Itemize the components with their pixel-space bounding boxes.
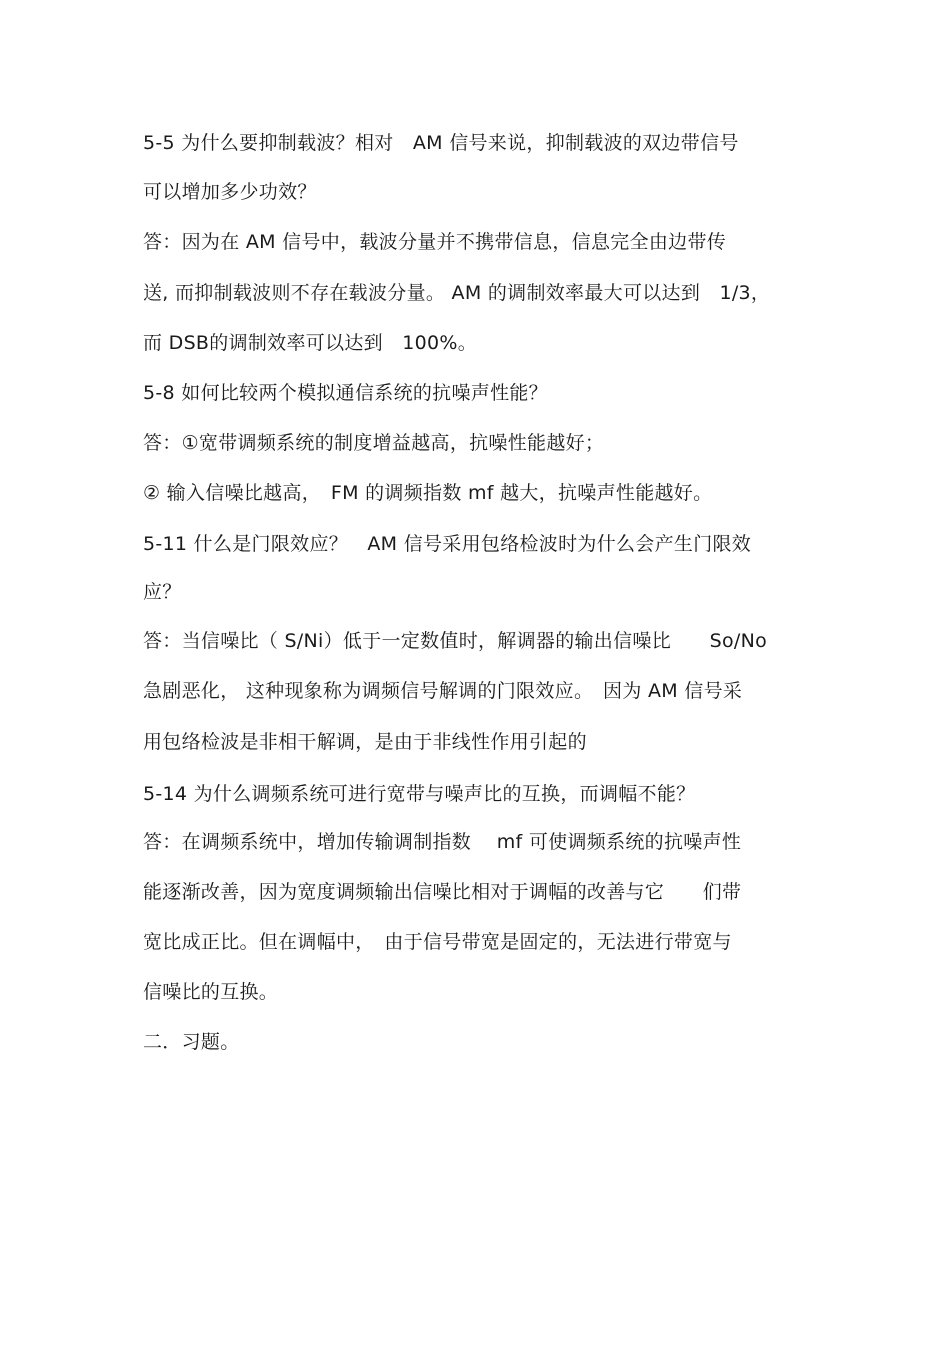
answer-5-14-line-3: 宽比成正比。但在调幅中， 由于信号带宽是固定的，无法进行带宽与 <box>143 931 732 953</box>
answer-5-14-line-4: 信噪比的互换。 <box>143 981 279 1003</box>
answer-5-14-line-2: 能逐渐改善，因为宽度调频输出信噪比相对于调幅的改善与它 们带 <box>143 881 742 903</box>
question-5-14: 5-14 为什么调频系统可进行宽带与噪声比的互换，而调幅不能？ <box>143 783 696 805</box>
answer-5-8-line-2: ② 输入信噪比越高， FM 的调频指数 mf 越大，抗噪声性能越好。 <box>143 482 713 504</box>
question-5-11-line-1: 5-11 什么是门限效应？ AM 信号采用包络检波时为什么会产生门限效 <box>143 533 752 555</box>
answer-5-5-line-3: 而 DSB的调制效率可以达到 100%。 <box>143 332 478 354</box>
answer-5-8-line-1: 答：①宽带调频系统的制度增益越高，抗噪性能越好； <box>143 432 605 454</box>
question-5-5-line-2: 可以增加多少功效？ <box>143 181 317 203</box>
question-5-11-line-2: 应？ <box>143 581 182 603</box>
answer-5-5-line-1: 答：因为在 AM 信号中，载波分量并不携带信息，信息完全由边带传 <box>143 231 727 253</box>
answer-5-11-line-1: 答：当信噪比（ S/Ni）低于一定数值时，解调器的输出信噪比 So/No <box>143 630 768 652</box>
answer-5-14-line-1: 答：在调频系统中，增加传输调制指数 mf 可使调频系统的抗噪声性 <box>143 831 742 853</box>
answer-5-5-line-2: 送, 而抑制载波则不存在载波分量。 AM 的调制效率最大可以达到 1/3， <box>143 282 771 304</box>
answer-5-11-line-2: 急剧恶化， 这种现象称为调频信号解调的门限效应。 因为 AM 信号采 <box>143 680 743 702</box>
section-heading-exercises: 二．习题。 <box>143 1031 240 1053</box>
answer-5-11-line-3: 用包络检波是非相干解调，是由于非线性作用引起的 <box>143 731 587 753</box>
question-5-8: 5-8 如何比较两个模拟通信系统的抗噪声性能？ <box>143 382 548 404</box>
question-5-5-line-1: 5-5 为什么要抑制载波？相对 AM 信号来说，抑制载波的双边带信号 <box>143 132 739 154</box>
